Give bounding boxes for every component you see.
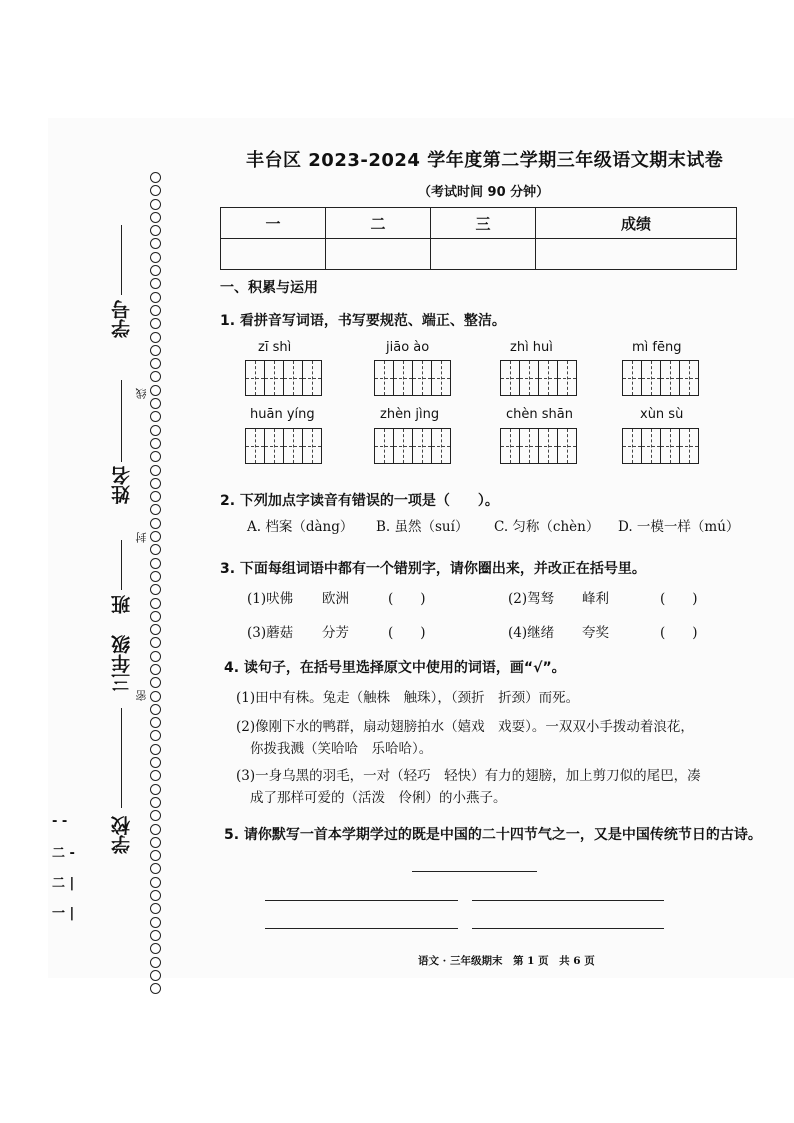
binding-dot [150,265,161,276]
pinyin: huān yíng [250,407,315,422]
binding-dot [150,252,161,263]
binding-dot [150,318,161,329]
binding-dot [150,664,161,675]
binding-dot [150,757,161,768]
binding-dot [150,212,161,223]
binding-dot [150,438,161,449]
binding-dot [150,943,161,954]
binding-dot [150,957,161,968]
score-header: 二 [326,208,431,239]
option-a[interactable]: A. 档案（dàng） [247,519,354,535]
binding-dot [150,504,161,515]
blank-nianji [121,708,122,808]
binding-dots [150,172,164,996]
binding-dot [150,837,161,848]
question-1: 1. 看拼音写词语，书写要规范、端正、整洁。 [220,313,506,329]
writing-grid[interactable] [245,360,322,396]
binding-dot [150,863,161,874]
section-heading: 一、积累与运用 [220,280,318,296]
binding-dot [150,199,161,210]
q3-word: (3)蘑菇 [247,625,294,641]
binding-dot [150,558,161,569]
label-ban: 班 [111,595,133,614]
score-cell[interactable] [536,239,737,270]
q3-answer-blank[interactable]: ( ) [388,625,426,641]
q4-sentence-1: (1)田中有株。兔走（触株 触珠），（颈折 折颈）而死。 [236,690,580,706]
score-header: 成绩 [536,208,737,239]
scan-mark: 二 | [52,876,75,891]
exam-title: 丰台区 2023-2024 学年度第二学期三年级语文期末试卷 [246,150,724,171]
score-cell[interactable] [221,239,326,270]
pinyin: mì fēng [632,340,682,355]
page-footer: 语文 · 三年级期末 第 1 页 共 6 页 [418,955,595,967]
blank-xingming [121,380,122,462]
binding-dot [150,850,161,861]
binding-dot [150,238,161,249]
pinyin: xùn sù [640,407,684,422]
writing-grid[interactable] [622,428,699,464]
pinyin: chèn shān [506,407,573,422]
binding-dot [150,385,161,396]
binding-dot [150,770,161,781]
pinyin: jiāo ào [386,340,430,355]
binding-dot [150,730,161,741]
writing-grid[interactable] [374,360,451,396]
pinyin: zhèn jìng [380,407,440,422]
label-xuehao: 学号 [111,300,133,338]
poem-line[interactable] [472,928,664,929]
q3-word: (1)吠佛 [247,591,294,607]
pinyin: zī shì [258,340,292,355]
binding-dot [150,651,161,662]
binding-dot [150,930,161,941]
writing-grid[interactable] [500,360,577,396]
binding-dot [150,983,161,994]
label-xuexiao: 学校 [111,816,133,854]
writing-grid[interactable] [500,428,577,464]
q3-word: 分芳 [322,625,349,641]
q3-answer-blank[interactable]: ( ) [660,591,698,607]
binding-dot [150,917,161,928]
q3-answer-blank[interactable]: ( ) [388,591,426,607]
q3-word: 欧洲 [322,591,349,607]
poem-line[interactable] [265,900,458,901]
option-d[interactable]: D. 一模一样（mú） [618,519,740,535]
score-header: 一 [221,208,326,239]
binding-dot [150,185,161,196]
binding-dot [150,491,161,502]
binding-dot [150,478,161,489]
binding-dot [150,305,161,316]
score-cell[interactable] [326,239,431,270]
scan-mark: 二 - [52,846,75,861]
label-xingming: 姓名 [111,466,133,504]
binding-dot [150,877,161,888]
binding-dot [150,717,161,728]
binding-dot [150,518,161,529]
binding-dot [150,531,161,542]
question-2: 2. 下列加点字读音有错误的一项是（ ）。 [220,493,499,509]
binding-dot [150,571,161,582]
binding-dot [150,584,161,595]
binding-dot [150,371,161,382]
poem-line[interactable] [265,928,458,929]
binding-dot [150,744,161,755]
q4-sentence-2: (2)像刚下水的鸭群，扇动翅膀拍水（嬉戏 戏耍）。一双双小手拨动着浪花， [236,719,694,735]
writing-grid[interactable] [622,360,699,396]
question-5: 5. 请你默写一首本学期学过的既是中国的二十四节气之一，又是中国传统节日的古诗。 [224,827,762,843]
binding-dot [150,398,161,409]
binding-dot [150,624,161,635]
binding-dot [150,611,161,622]
binding-dot [150,451,161,462]
writing-grid[interactable] [245,428,322,464]
binding-dot [150,332,161,343]
poem-line[interactable] [472,900,664,901]
q4-sentence-2-cont: 你拨我溅（笑哈哈 乐哈哈）。 [250,741,433,757]
binding-dot [150,544,161,555]
score-table [220,207,737,270]
binding-dot [150,278,161,289]
binding-dot [150,225,161,236]
binding-dot [150,358,161,369]
option-b[interactable]: B. 虽然（suí） [376,519,469,535]
q4-sentence-3-cont: 成了那样可爱的（活泼 伶俐）的小燕子。 [250,790,507,806]
label-nianji: 三年级 [111,635,133,692]
binding-dot [150,465,161,476]
binding-dot [150,704,161,715]
seal-xian: 线 [135,388,148,399]
binding-dot [150,598,161,609]
q3-word: 夸奖 [582,625,609,641]
binding-dot [150,172,161,183]
binding-dot [150,970,161,981]
binding-dot [150,810,161,821]
poem-title-line[interactable] [412,871,537,872]
writing-grid[interactable] [374,428,451,464]
binding-dot [150,691,161,702]
seal-mi: 密 [135,690,148,701]
pinyin: zhì huì [510,340,553,355]
score-header: 三 [431,208,536,239]
blank-xuehao [121,225,122,295]
binding-dot [150,824,161,835]
binding-dot [150,292,161,303]
binding-dot [150,784,161,795]
q3-word: 峰利 [582,591,609,607]
q3-word: (2)驾驽 [508,591,555,607]
q3-word: (4)继绪 [508,625,555,641]
binding-dot [150,637,161,648]
binding-dot [150,903,161,914]
binding-dot [150,411,161,422]
question-4: 4. 读句子，在括号里选择原文中使用的词语，画“√”。 [224,660,566,676]
question-3: 3. 下面每组词语中都有一个错别字，请你圈出来，并改正在括号里。 [220,561,646,577]
scan-mark: - - [52,814,68,829]
score-cell[interactable] [431,239,536,270]
option-c[interactable]: C. 匀称（chèn） [494,519,600,535]
q3-answer-blank[interactable]: ( ) [660,625,698,641]
seal-feng: 封 [135,532,148,543]
q4-sentence-3: (3)一身乌黑的羽毛，一对（轻巧 轻快）有力的翅膀，加上剪刀似的尾巴，凑 [236,768,701,784]
binding-dot [150,345,161,356]
exam-subtitle: （考试时间 90 分钟） [418,185,550,200]
scan-mark: 一 | [52,906,75,921]
blank-ban [121,540,122,590]
binding-dot [150,797,161,808]
binding-dot [150,890,161,901]
binding-dot [150,425,161,436]
binding-dot [150,677,161,688]
